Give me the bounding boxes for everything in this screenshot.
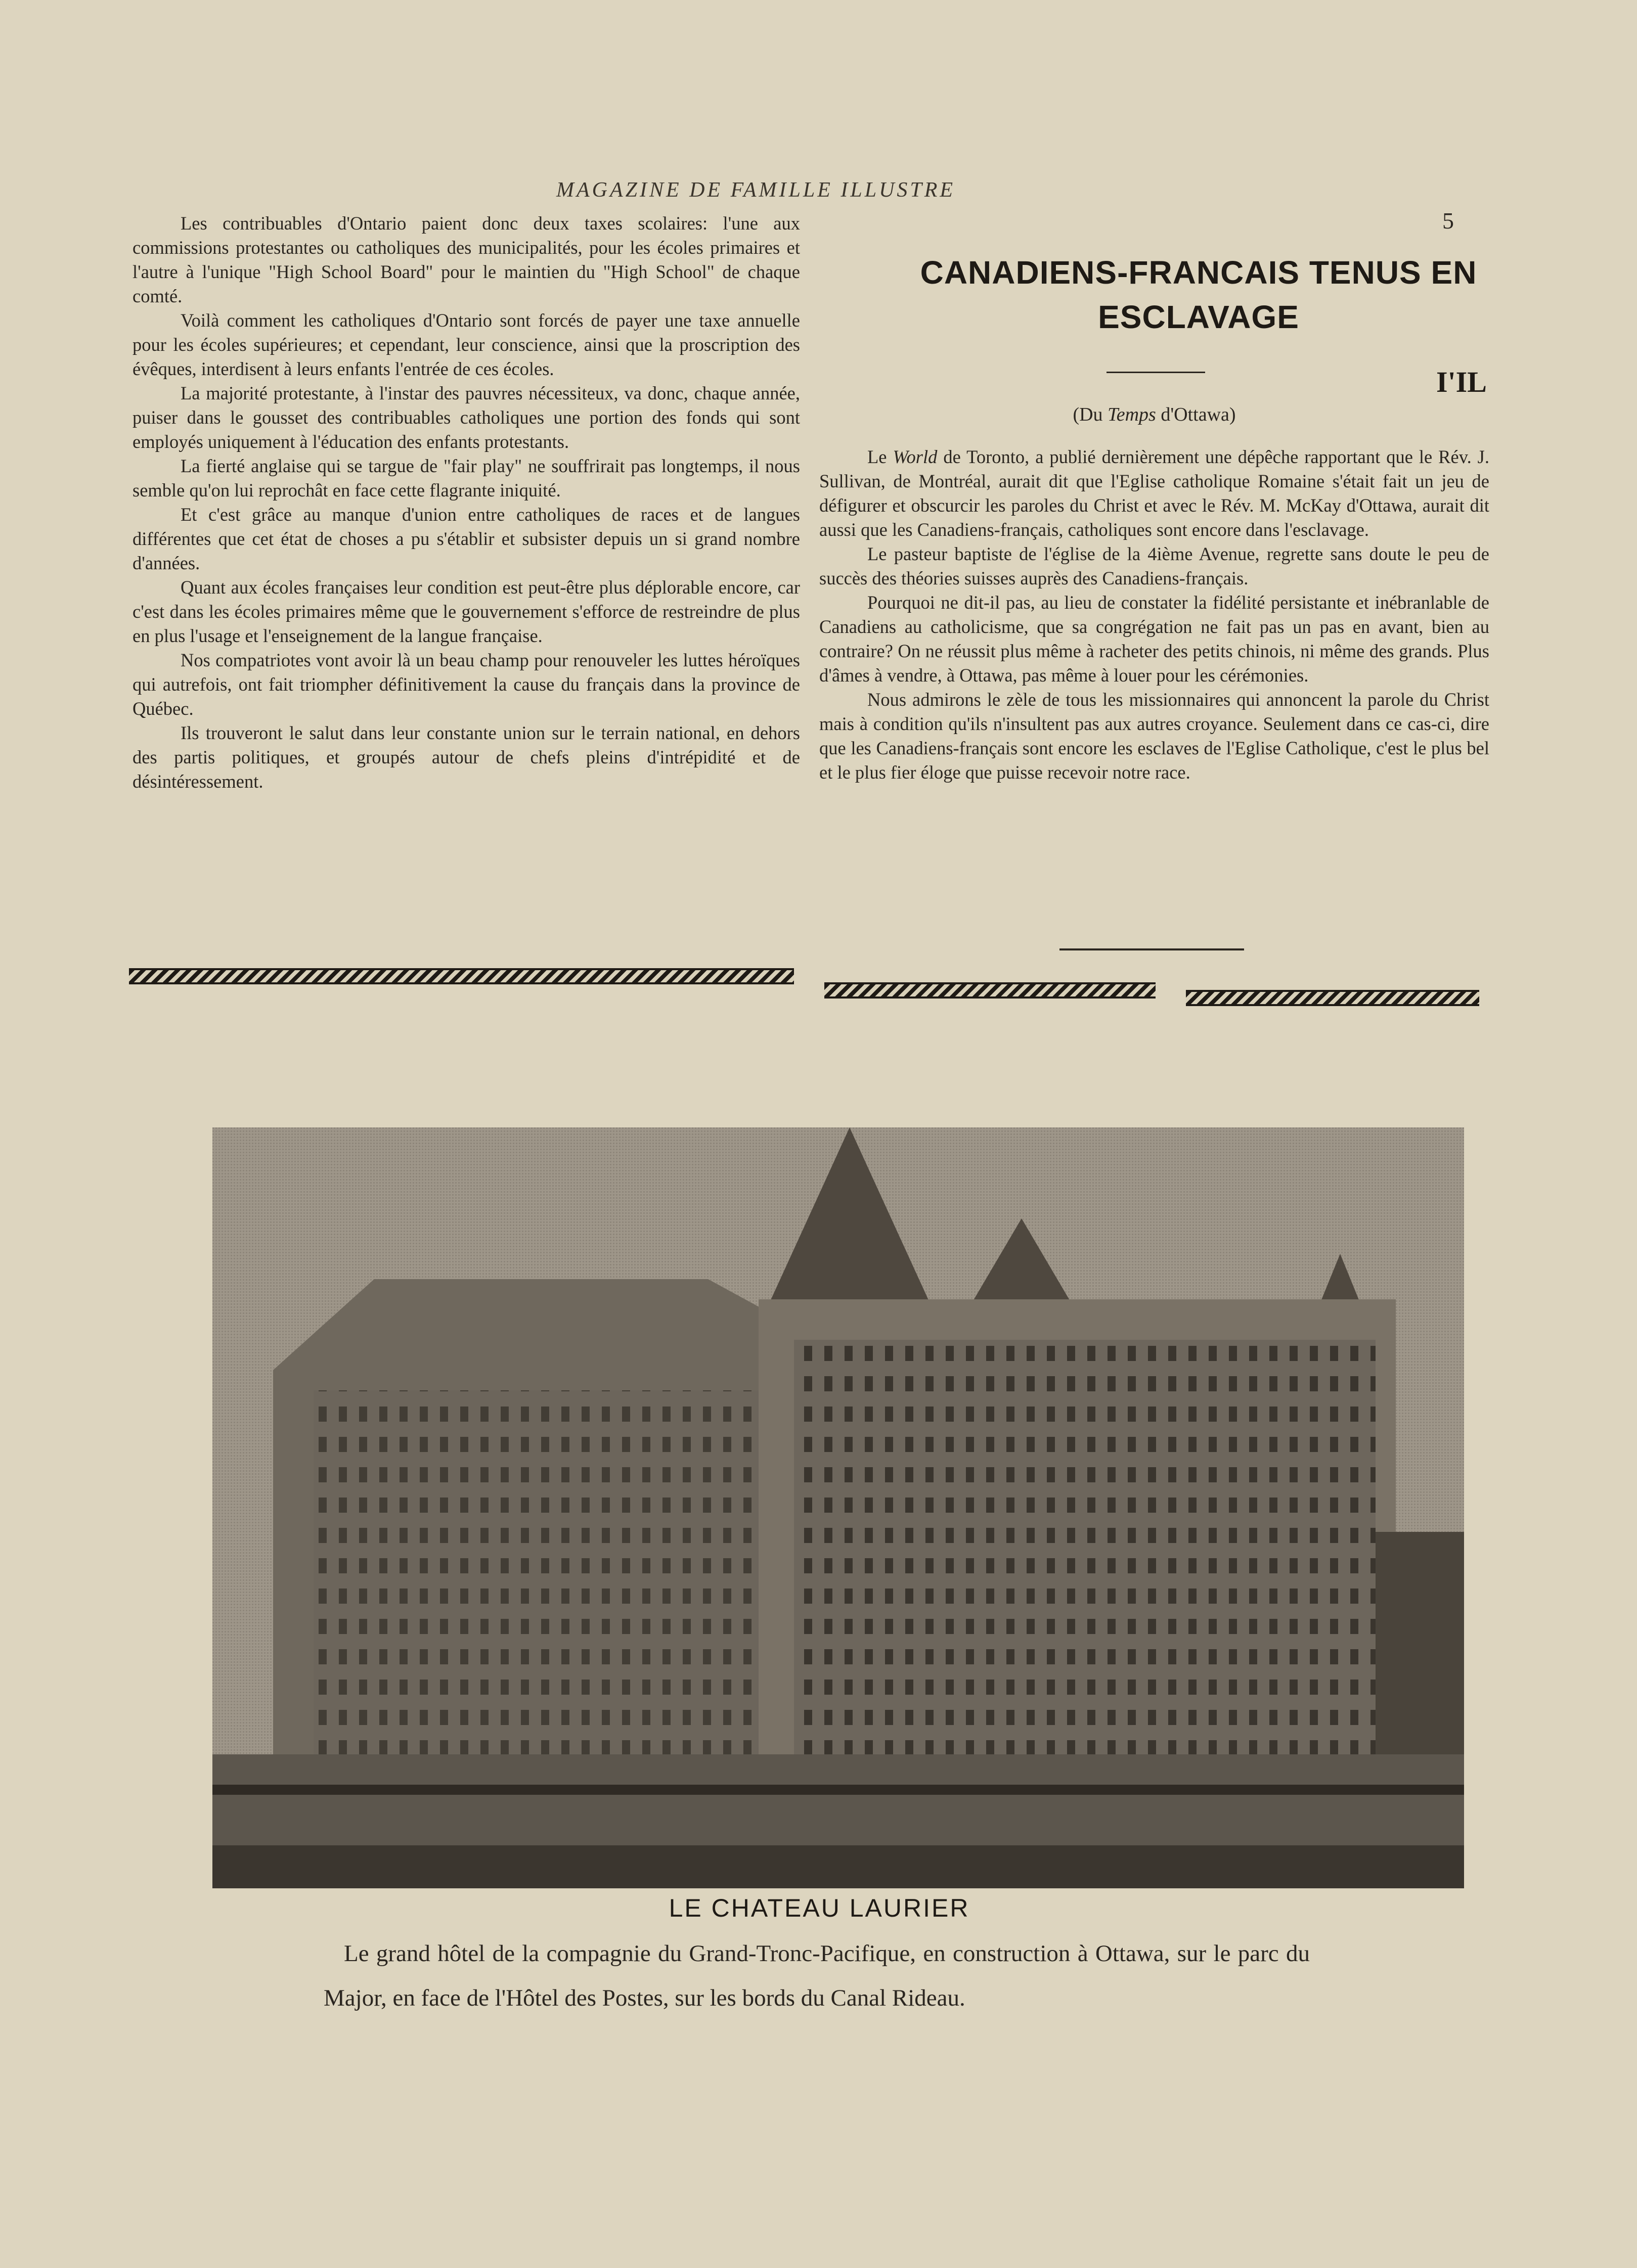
left-paragraph: Quant aux écoles françaises leur condition est peut-être plus déplorable encore, car c'est dans les écoles primaires même que le gouvernement s'efforce de restreindre de plus en plus l'usage et l'enseignement de la langue française.	[132, 577, 800, 646]
left-paragraph: Voilà comment les catholiques d'Ontario sont forcés de payer une taxe annuelle pour les écoles supérieures; et cependant, leur conscience, ainsi que la proscription des évêques, interdisent à leurs enfants l'entrée de ces écoles.	[132, 310, 800, 379]
article-paragraph: Nous admirons le zèle de tous les missionnaires qui annoncent la parole du Christ mais à condition qu'ils n'insultent pas aux autres croyance. Seulement dans ce cas-ci, dire que les Canadiens-français sont encore les esclaves de l'Eglise Catholique, c'est le plus bel et le plus fier éloge que puisse recevoir notre race.	[819, 689, 1489, 783]
decorative-border-right	[824, 982, 1156, 999]
article-paragraph	[819, 445, 1489, 542]
source-newspaper: Temps	[1108, 404, 1156, 425]
magazine-running-header: MAGAZINE DE FAMILLE ILLUSTRE	[556, 178, 956, 202]
source-prefix: (Du	[1073, 404, 1108, 425]
photo-caption-title: LE CHATEAU LAURIER	[669, 1894, 970, 1922]
left-paragraph: La majorité protestante, à l'instar des pauvres nécessiteux, va donc, chaque année, puiser dans le gousset des contribuables catholiques une portion des fonds qui sont employés uniquement à l'éducation des enfants protestants.	[132, 383, 800, 452]
p1-start: Le	[867, 446, 893, 467]
photo-caption-text: Le grand hôtel de la compagnie du Grand-Tronc-Pacifique, en construction à Ottawa, sur le parc du Major, en face de l'Hôtel des Postes, sur les bords du Canal Rideau.	[324, 1940, 1310, 2011]
left-paragraph: Les contribuables d'Ontario paient donc deux taxes scolaires: l'une aux commissions protestantes ou catholiques des municipalités, pour les écoles primaires et l'autre à l'unique "High School Board" pour le maintien du "High School" de chaque comté.	[132, 213, 800, 306]
p1-rest: de Toronto, a publié dernièrement une dépêche rapportant que le Rév. J. Sullivan, de Montréal, aurait dit que l'Eglise catholique Romaine s'était fait un jeu de défigurer et obscurcir les paroles du Christ et avec le Rév. M. McKay d'Ottawa, aurait dit aussi que les Canadiens-français, catholiques sont encore dans l'esclavage.	[819, 446, 1490, 540]
article-paragraph: Pourquoi ne dit-il pas, au lieu de constater la fidélité persistante et inébranlable de Canadiens au catholicisme, que sa congrégation ne fait pas un pas en avant, bien au contraire? On ne réussit plus même à racheter des petits chinois, ni même des grands. Plus d'âmes à vendre, à Ottawa, pas même à louer pour les cérémonies.	[819, 592, 1489, 686]
headline-line-2: ESCLAVAGE	[1098, 299, 1299, 335]
article-end-rule	[1059, 948, 1244, 950]
article-source	[819, 403, 1489, 426]
decorative-border-left	[129, 968, 794, 984]
left-paragraph: Ils trouveront le salut dans leur constante union sur le terrain national, en dehors des partis politiques, et groupés autour de chefs pleins d'intrépidité et de désintéressement.	[132, 722, 800, 792]
left-paragraph: Nos compatriotes vont avoir là un beau champ pour renouveler les luttes héroïques qui autrefois, ont fait triompher définitivement la cause du français dans la province de Québec.	[132, 650, 800, 719]
headline-mark: I'IL	[1436, 366, 1487, 398]
p1-italic-word: World	[893, 446, 938, 467]
headline-line-1: CANADIENS-FRANCAIS TENUS EN	[920, 254, 1477, 291]
article-headline	[870, 250, 1527, 339]
page-number: 5	[1442, 208, 1454, 234]
article-body	[819, 445, 1489, 785]
headline-divider	[1107, 372, 1205, 373]
left-paragraph: La fierté anglaise qui se targue de "fair play" ne souffrirait pas longtemps, il nous semble qu'on lui reprochât en face cette flagrante iniquité.	[132, 456, 800, 501]
article-paragraph: Le pasteur baptiste de l'église de la 4ième Avenue, regrette sans doute le peu de succès des théories suisses auprès des Canadiens-français.	[819, 543, 1489, 588]
left-paragraph: Et c'est grâce au manque d'union entre catholiques de races et de langues différentes que cet état de choses a pu s'établir et subsister depuis un si grand nombre d'années.	[132, 504, 800, 573]
decorative-border-right-end	[1186, 990, 1479, 1006]
source-suffix: d'Ottawa)	[1156, 404, 1236, 425]
chateau-laurier-photo	[212, 1127, 1464, 1888]
left-column-text	[132, 211, 800, 794]
